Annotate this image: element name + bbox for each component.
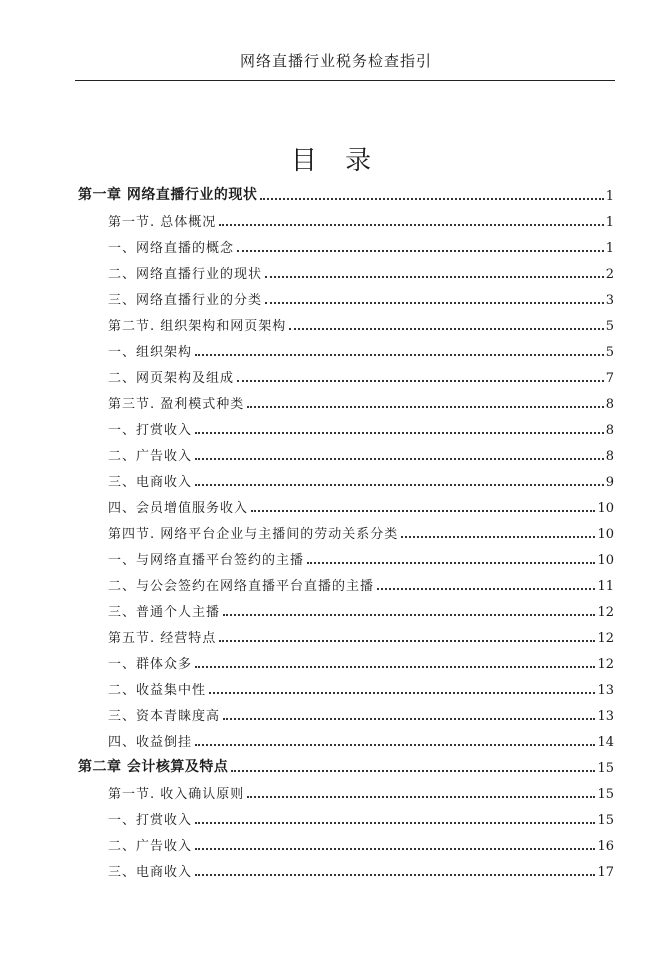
toc-entry-section bbox=[0, 620, 672, 646]
dot-leader bbox=[231, 770, 595, 772]
dot-leader bbox=[265, 302, 604, 304]
toc-entry-item bbox=[0, 594, 672, 620]
toc-page-number: 15 bbox=[597, 813, 614, 828]
toc-page-number: 12 bbox=[597, 631, 614, 646]
dot-leader bbox=[195, 666, 595, 668]
dot-leader bbox=[219, 224, 603, 226]
toc-entry-text: 三、电商收入 bbox=[108, 865, 193, 880]
toc-entry-item bbox=[0, 334, 672, 360]
toc-entry-section bbox=[0, 386, 672, 412]
dot-leader bbox=[195, 354, 604, 356]
toc-entry-item bbox=[0, 256, 672, 282]
dot-leader bbox=[219, 640, 595, 642]
toc-entry-text: 一、打赏收入 bbox=[108, 813, 193, 828]
toc-entry-text: 一、打赏收入 bbox=[108, 423, 193, 438]
dot-leader bbox=[195, 744, 595, 746]
toc-entry-text: 二、网页架构及组成 bbox=[108, 371, 235, 386]
dot-leader bbox=[195, 848, 595, 850]
toc-entry-text: 二、广告收入 bbox=[108, 839, 193, 854]
dot-leader bbox=[209, 692, 595, 694]
toc-page-number: 9 bbox=[605, 475, 614, 490]
toc-title: 目 录 bbox=[290, 146, 382, 176]
toc-page-number: 1 bbox=[605, 189, 614, 204]
dot-leader bbox=[401, 536, 595, 538]
toc-entry-chapter bbox=[0, 750, 672, 776]
toc-entry-text: 第五节. 经营特点 bbox=[108, 631, 217, 646]
toc-page-number: 17 bbox=[597, 865, 614, 880]
toc-entry-item bbox=[0, 230, 672, 256]
dot-leader bbox=[223, 718, 595, 720]
toc-entry-section bbox=[0, 308, 672, 334]
toc-page-number: 10 bbox=[597, 527, 614, 542]
toc-page-number: 2 bbox=[605, 267, 614, 282]
toc-entry-item bbox=[0, 412, 672, 438]
toc-entry-text: 二、网络直播行业的现状 bbox=[108, 267, 263, 282]
toc-entry-text: 一、与网络直播平台签约的主播 bbox=[108, 553, 305, 568]
toc-entry-text: 四、会员增值服务收入 bbox=[108, 501, 249, 516]
toc-entry-item bbox=[0, 698, 672, 724]
dot-leader bbox=[195, 822, 595, 824]
dot-leader bbox=[251, 510, 595, 512]
toc-entry-text: 第二节. 组织架构和网页架构 bbox=[108, 319, 287, 334]
toc-entry-section bbox=[0, 516, 672, 542]
dot-leader bbox=[237, 380, 604, 382]
dot-leader bbox=[247, 796, 595, 798]
dot-leader bbox=[247, 406, 603, 408]
toc-entry-item bbox=[0, 464, 672, 490]
toc-page-number: 13 bbox=[597, 709, 614, 724]
toc-page-number: 7 bbox=[605, 371, 614, 386]
toc-entry-text: 二、与公会签约在网络直播平台直播的主播 bbox=[108, 579, 375, 594]
dot-leader bbox=[377, 588, 595, 590]
toc-page-number: 12 bbox=[597, 605, 614, 620]
dot-leader bbox=[223, 614, 595, 616]
toc-entry-text: 第一章 网络直播行业的现状 bbox=[78, 187, 258, 203]
toc-entry-item bbox=[0, 360, 672, 386]
toc-page-number: 1 bbox=[605, 241, 614, 256]
toc-entry-item bbox=[0, 854, 672, 880]
toc-entry-text: 第四节. 网络平台企业与主播间的劳动关系分类 bbox=[108, 527, 399, 542]
header-rule bbox=[75, 80, 615, 81]
toc-entry-item bbox=[0, 724, 672, 750]
dot-leader bbox=[289, 328, 603, 330]
table-of-contents bbox=[0, 178, 672, 880]
toc-entry-text: 四、收益倒挂 bbox=[108, 735, 193, 750]
toc-page-number: 14 bbox=[597, 735, 614, 750]
toc-entry-text: 一、组织架构 bbox=[108, 345, 193, 360]
toc-page-number: 11 bbox=[597, 579, 614, 594]
toc-entry-text: 三、电商收入 bbox=[108, 475, 193, 490]
toc-entry-text: 第二章 会计核算及特点 bbox=[78, 759, 229, 775]
dot-leader bbox=[195, 432, 604, 434]
dot-leader bbox=[260, 198, 603, 200]
dot-leader bbox=[195, 484, 604, 486]
toc-page-number: 8 bbox=[605, 449, 614, 464]
toc-entry-item bbox=[0, 568, 672, 594]
toc-page-number: 10 bbox=[597, 501, 614, 516]
toc-entry-text: 一、网络直播的概念 bbox=[108, 241, 235, 256]
toc-page-number: 15 bbox=[597, 787, 614, 802]
toc-entry-text: 第一节. 收入确认原则 bbox=[108, 787, 245, 802]
dot-leader bbox=[195, 874, 595, 876]
toc-page-number: 1 bbox=[605, 215, 614, 230]
toc-entry-text: 二、收益集中性 bbox=[108, 683, 207, 698]
toc-entry-item bbox=[0, 802, 672, 828]
toc-entry-item bbox=[0, 438, 672, 464]
toc-page-number: 8 bbox=[605, 397, 614, 412]
toc-entry-item bbox=[0, 672, 672, 698]
dot-leader bbox=[237, 250, 604, 252]
toc-page-number: 5 bbox=[605, 319, 614, 334]
toc-entry-text: 三、资本青睐度高 bbox=[108, 709, 221, 724]
toc-entry-item bbox=[0, 490, 672, 516]
toc-page-number: 15 bbox=[597, 761, 614, 776]
toc-entry-section bbox=[0, 776, 672, 802]
dot-leader bbox=[265, 276, 604, 278]
dot-leader bbox=[195, 458, 604, 460]
toc-entry-item bbox=[0, 828, 672, 854]
toc-entry-text: 一、群体众多 bbox=[108, 657, 193, 672]
toc-page-number: 10 bbox=[597, 553, 614, 568]
toc-entry-item bbox=[0, 542, 672, 568]
running-header: 网络直播行业税务检查指引 bbox=[239, 52, 432, 70]
toc-entry-text: 二、广告收入 bbox=[108, 449, 193, 464]
toc-page-number: 12 bbox=[597, 657, 614, 672]
toc-entry-chapter bbox=[0, 178, 672, 204]
dot-leader bbox=[307, 562, 595, 564]
toc-entry-text: 三、网络直播行业的分类 bbox=[108, 293, 263, 308]
toc-entry-item bbox=[0, 282, 672, 308]
toc-entry-text: 第三节. 盈利模式种类 bbox=[108, 397, 245, 412]
toc-entry-text: 三、普通个人主播 bbox=[108, 605, 221, 620]
toc-page-number: 16 bbox=[597, 839, 614, 854]
toc-page-number: 3 bbox=[605, 293, 614, 308]
toc-entry-text: 第一节. 总体概况 bbox=[108, 215, 217, 230]
toc-page-number: 8 bbox=[605, 423, 614, 438]
toc-page-number: 13 bbox=[597, 683, 614, 698]
toc-page-number: 5 bbox=[605, 345, 614, 360]
toc-entry-section bbox=[0, 204, 672, 230]
toc-entry-item bbox=[0, 646, 672, 672]
